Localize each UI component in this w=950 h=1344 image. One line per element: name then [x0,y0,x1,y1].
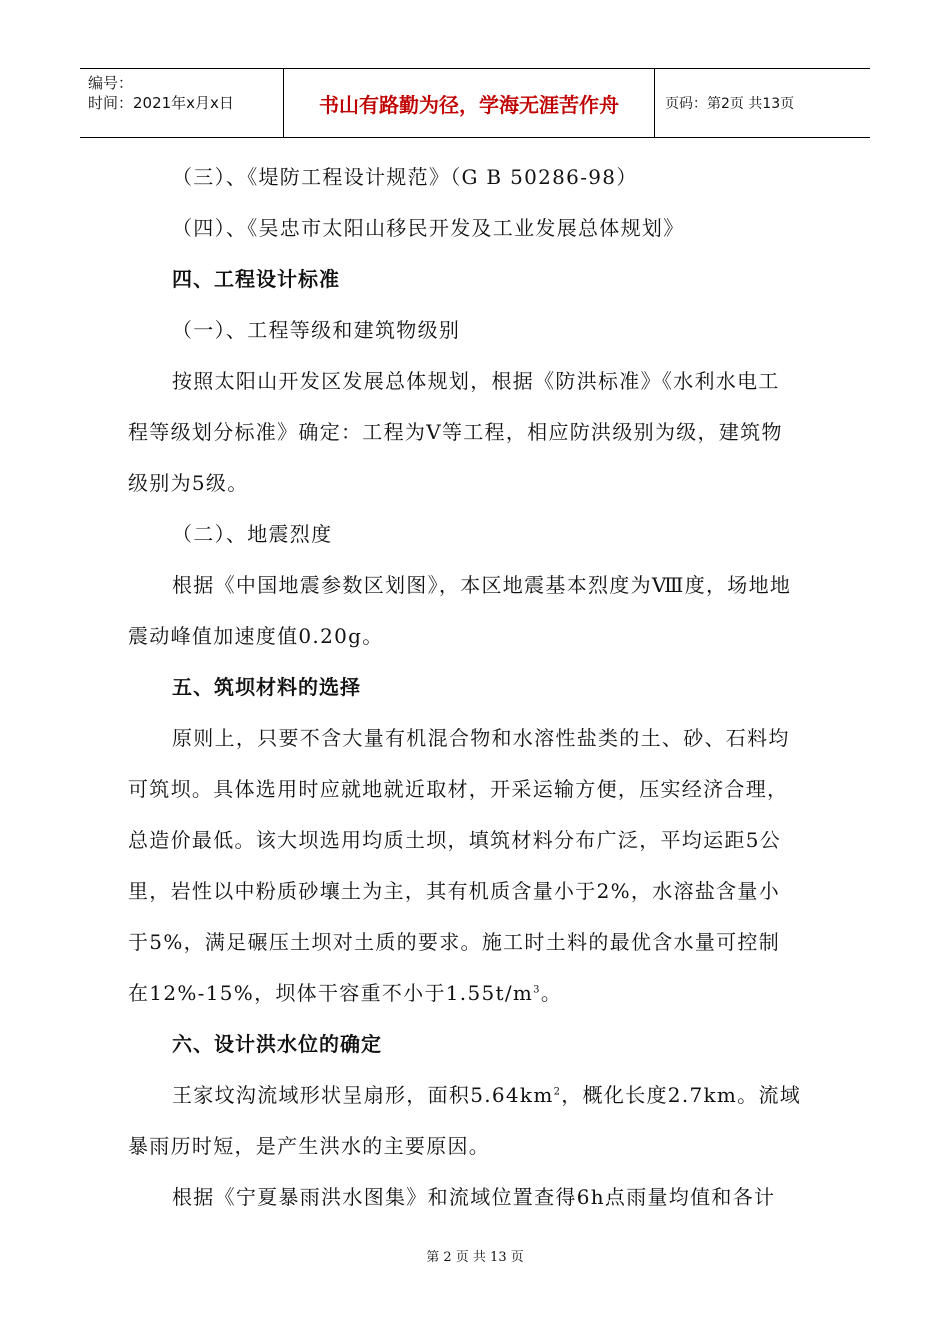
text-segment: ，概化长度2.7km。流域 [561,1083,802,1107]
header-left-cell [80,69,283,137]
paragraph-line: 总造价最低。该大坝选用均质土坝，填筑材料分布广泛，平均运距5公 [128,828,782,852]
reference-item-4: （四）、《吴忠市太阳山移民开发及工业发展总体规划》 [172,216,685,240]
section-heading-5: 五、筑坝材料的选择 [172,675,361,699]
page-footer: 第 2 页 共 13 页 [426,1250,524,1265]
text-segment: 在12%-15%，坝体干容重不小于1.55t/m [128,981,534,1005]
paragraph-line: 根据《中国地震参数区划图》，本区地震基本烈度为Ⅷ度，场地地 [172,573,792,597]
paragraph-line: 级别为5级。 [128,471,249,495]
subsection-heading-1: （一）、工程等级和建筑物级别 [172,318,461,342]
number-label: 编号： [88,74,134,92]
paragraph-line [128,1082,828,1133]
superscript: 2 [553,1086,562,1098]
motto: 书山有路勤为径，学海无涯苦作舟 [283,69,655,137]
superscript: 3 [533,984,541,996]
document-body [128,164,828,1235]
time-label: 时间：2021年x月x日 [88,94,234,112]
header-table [80,68,870,138]
section-heading-4: 四、工程设计标准 [172,267,340,291]
paragraph-line: 可筑坝。具体选用时应就地就近取材，开采运输方便，压实经济合理， [128,777,789,801]
subsection-heading-2: （二）、地震烈度 [172,522,333,546]
paragraph-line: 于5%，满足碾压土坝对土质的要求。施工时土料的最优含水量可控制 [128,930,781,954]
section-heading-6: 六、设计洪水位的确定 [172,1032,382,1056]
page-info: 页码：第2页 共13页 [665,96,795,112]
paragraph-line: 根据《宁夏暴雨洪水图集》和流域位置查得6h点雨量均值和各计 [172,1185,776,1209]
paragraph-line: 暴雨历时短，是产生洪水的主要原因。 [128,1134,491,1158]
paragraph-line: 按照太阳山开发区发展总体规划，根据《防洪标准》《水利水电工 [172,369,780,393]
paragraph-line [128,980,828,1031]
paragraph-line: 原则上，只要不含大量有机混合物和水溶性盐类的土、砂、石料均 [172,726,790,750]
paragraph-line: 里，岩性以中粉质砂壤土为主，其有机质含量小于2%，水溶盐含量小 [128,879,781,903]
paragraph-line: 程等级划分标准》确定：工程为Ⅴ等工程，相应防洪级别为级，建筑物 [128,420,783,444]
paragraph-line: 震动峰值加速度值0.20g。 [128,624,384,648]
text-segment: 。 [540,981,563,1005]
reference-item-3: （三）、《堤防工程设计规范》（G B 50286-98） [172,165,638,189]
text-segment: 王家坟沟流域形状呈扇形，面积5.64km [172,1083,554,1107]
